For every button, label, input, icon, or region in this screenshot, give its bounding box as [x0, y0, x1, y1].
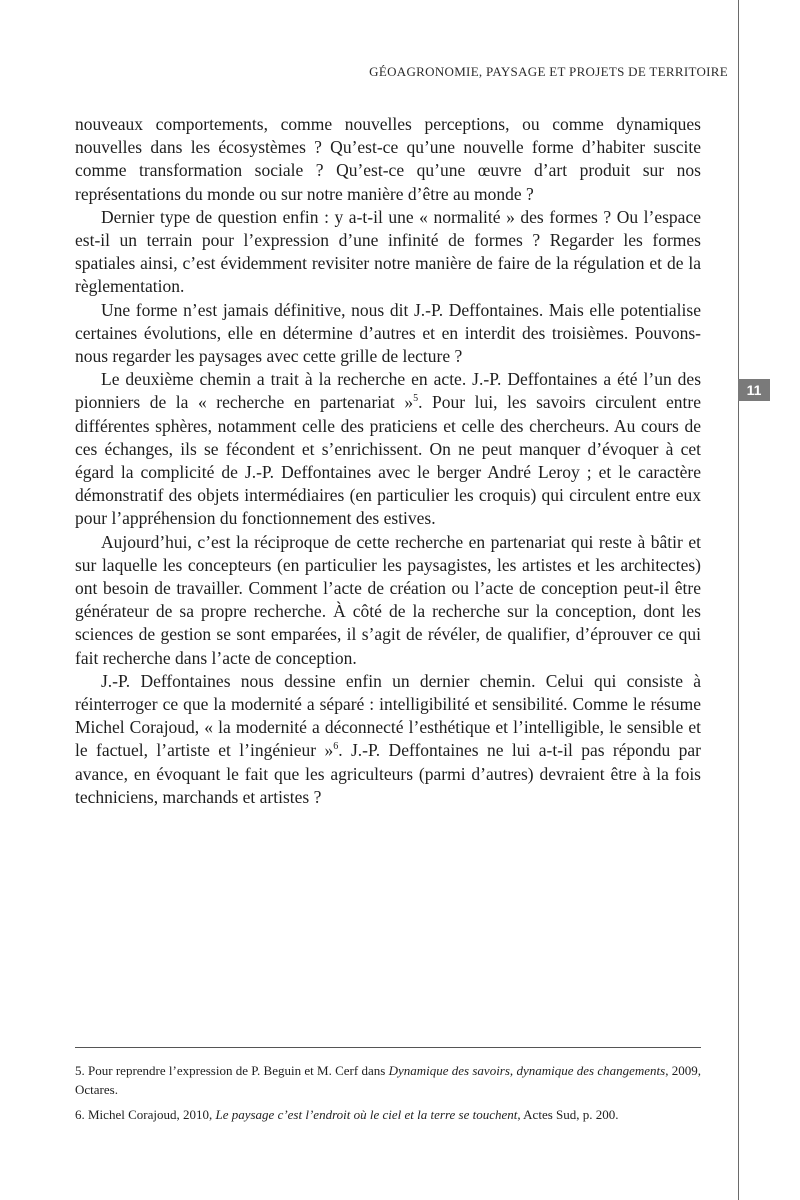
footnote-ref-5[interactable]: 5	[413, 393, 419, 405]
running-head: GÉOAGRONOMIE, PAYSAGE ET PROJETS DE TERRITOIRE	[369, 64, 728, 79]
footnote-title: Le paysage c’est l’endroit où le ciel et la terre se touchent	[215, 1107, 518, 1122]
paragraph: nouveaux comportements, comme nouvelles perceptions, ou comme dynamiques nouvelles dans les écosystèmes ? Qu’est-ce qu’une nouvelle forme d’habiter suscite comme transformation sociale ? Qu’est-ce qu’une œuvre d’art produit sur nos représentations du monde ou sur notre manière d’être au monde ?	[75, 114, 701, 204]
paragraph: Aujourd’hui, c’est la réciproque de cette recherche en partenariat qui reste à bâtir et sur laquelle les concepteurs (en particulier les paysagistes, les artistes et les architectes) ont besoin de travailler. Comment l’acte de création ou l’acte de conception peut-il être générateur de sa propre recherche. À côté de la recherche sur la conception, dont les sciences de gestion se sont emparées, il s’agit de révéler, de qualifier, d’éprouver ce qui fait recherche dans l’acte de conception.	[75, 531, 701, 668]
footnote-text: , 2009, Octares.	[75, 1063, 702, 1097]
footnote-text: 6. Michel Corajoud, 2010,	[75, 1107, 216, 1122]
paragraph	[75, 368, 701, 530]
footnote-separator	[75, 1047, 701, 1048]
paragraph: Dernier type de question enfin : y a-t-il une « normalité » des formes ? Ou l’espace est-il un terrain pour l’expression d’une infinité de formes ? Regarder les formes spatiales ainsi, c’est évidemment revisiter notre manière de faire de la régulation et de la règlementation.	[75, 206, 701, 297]
footnote-ref-6[interactable]: 6	[333, 741, 339, 753]
paragraph: Une forme n’est jamais définitive, nous dit J.-P. Deffontaines. Mais elle potentialise certaines évolutions, elle en détermine d’autres et en interdit des troisièmes. Pouvons-nous regarder les paysages avec cette grille de lecture ?	[75, 299, 701, 367]
footnotes	[75, 1061, 701, 1130]
paragraph	[75, 670, 701, 809]
body-text	[75, 113, 701, 809]
page-number: 11	[738, 379, 770, 401]
footnote-text: , Actes Sud, p. 200.	[517, 1107, 619, 1122]
footnote-text: 5. Pour reprendre l’expression de P. Beguin et M. Cerf dans	[75, 1063, 389, 1078]
paragraph-text: . J.-P. Deffontaines ne lui a-t-il pas répondu par avance, en évoquant le fait que les agriculteurs (parmi d’autres) devraient être à la fois techniciens, marchands et artistes ?	[75, 740, 702, 807]
footnote-6	[75, 1105, 701, 1124]
paragraph-text: Le deuxième chemin a trait à la recherche en acte. J.-P. Deffontaines a été l’un des pionniers de la « recherche en partenariat »	[75, 369, 701, 413]
page-edge-rule	[738, 0, 739, 1200]
footnote-5	[75, 1061, 701, 1099]
paragraph-text: . Pour lui, les savoirs circulent entre différentes sphères, notamment celle des praticiens et celle des chercheurs. Au cours de ces échanges, ils se fécondent et s’enrichissent. On ne peut manquer d’évoquer à cet égard la complicité de J.-P. Deffontaines avec le berger André Leroy ; et le caractère démonstratif des objets intermédiaires (en particulier les croquis) qui circulent entre eux pour l’appréhension du fonctionnement des estives.	[75, 392, 701, 529]
footnote-title: Dynamique des savoirs, dynamique des changements	[388, 1063, 666, 1078]
paragraph-text: J.-P. Deffontaines nous dessine enfin un dernier chemin. Celui qui consiste à réinterroger ce que la modernité a séparé : intelligibilité et sensibilité. Comme le résume Michel Corajoud, « la modernité a déconnecté l’esthétique et l’intelligible, le sensible et le factuel, l’artiste et l’ingénieur »	[75, 670, 701, 761]
